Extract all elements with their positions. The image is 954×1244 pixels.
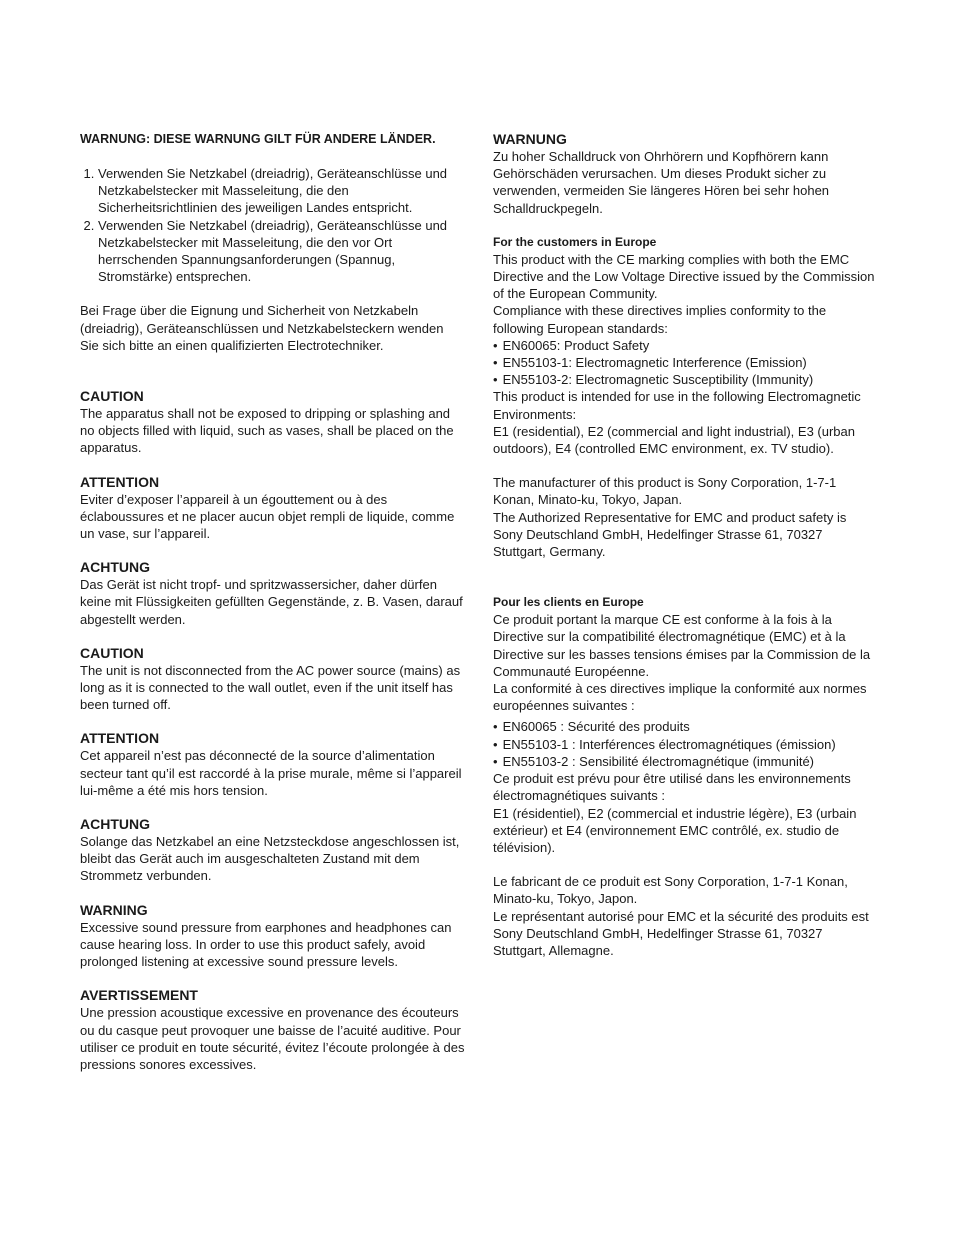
section-heading: WARNING (80, 901, 148, 918)
warnung-sound-section (493, 131, 878, 217)
europe-fr-intended: Ce produit est prévu pour être utilisé dans les environnements électromagnétiques suivants : (493, 771, 851, 804)
list-item: • EN55103-1 : Interférences électromagnétiques (émission) (493, 736, 878, 753)
section-heading: ATTENTION (80, 473, 160, 490)
europe-en-heading: For the customers in Europe (493, 234, 657, 249)
europe-fr-standards (493, 718, 878, 770)
section-heading: WARNUNG (493, 131, 567, 147)
europe-en-intro: This product with the CE marking complies with both the EMC Directive and the Low Voltage Directive issued by the Commission of the European Community. (493, 251, 875, 302)
section-heading: AVERTISSEMENT (80, 987, 198, 1004)
warnung-other-countries-section (80, 131, 465, 354)
avertissement-sound-section (80, 987, 465, 1073)
caution-power-section (80, 645, 465, 714)
europe-fr-intro: Ce produit portant la marque CE est conforme à la fois à la Directive sur la compatibilité électromagnétique (EMC) et à la Directive sur les basses tensions émises par la Commission de la Communauté Européenne. (493, 612, 871, 679)
warnung-other-countries-list (80, 165, 465, 285)
europe-fr-environments: E1 (résidentiel), E2 (commercial et industrie légère), E3 (urbain extérieur) et E4 (environnement EMC contrôlé, ex. studio de télévision). (493, 805, 857, 855)
warning-sound-section (80, 902, 465, 971)
section-body: Cet appareil n’est pas déconnecté de la source d’alimentation secteur tant qu’il est raccordé à la prise murale, même si l’appareil lui-même a été mis hors tension. (80, 748, 462, 798)
achtung-power-section (80, 816, 465, 885)
europe-fr-section (493, 594, 878, 959)
list-item: 2. Verwenden Sie Netzkabel (dreiadrig), Geräteanschlüsse und Netzkabelstecker mit Masseleitung, die den vor Ort herrschenden Spannungsanforderungen (Spannug, Stromstärke) entsprechen. (98, 217, 465, 286)
europe-fr-compliance: La conformité à ces directives implique la conformité aux normes européennes suivantes : (493, 681, 867, 714)
list-item: • EN55103-2 : Sensibilité électromagnétique (immunité) (493, 753, 878, 770)
section-heading: CAUTION (80, 644, 144, 661)
section-body: The apparatus shall not be exposed to dripping or splashing and no objects filled with liquid, such as vases, shall be placed on the apparatus. (80, 406, 454, 456)
right-column (493, 131, 878, 959)
caution-liquid-section (80, 388, 465, 457)
europe-fr-representative: Le représentant autorisé pour EMC et la sécurité des produits est Sony Deutschland GmbH, Hedelfinger Strasse 61, 70327 Stuttgart, Allemagne. (493, 908, 869, 958)
europe-fr-heading: Pour les clients en Europe (493, 595, 644, 610)
section-heading: CAUTION (80, 388, 144, 405)
europe-en-environments: E1 (residential), E2 (commercial and light industrial), E3 (urban outdoors), E4 (controlled EMC environment, ex. TV studio). (493, 423, 855, 457)
section-body: The unit is not disconnected from the AC power source (mains) as long as it is connected to the wall outlet, even if the unit itself has been turned off. (80, 662, 461, 713)
list-item: • EN60065 : Sécurité des produits (493, 718, 878, 735)
europe-en-compliance: Compliance with these directives implies conformity to the following European standards: (493, 303, 827, 336)
section-body: Excessive sound pressure from earphones and headphones can cause hearing loss. In order to use this product safely, avoid prolonged listening at excessive sound pressure levels. (80, 919, 452, 970)
list-item: • EN55103-2: Electromagnetic Susceptibility (Immunity) (493, 371, 878, 388)
achtung-liquid-section (80, 559, 465, 628)
section-body: Das Gerät ist nicht tropf- und spritzwassersicher, daher dürfen keine mit Flüssigkeiten gefüllten Gegenstände, z. B. Vasen, darauf abgestellt werden. (80, 577, 463, 627)
europe-en-manufacturer: The manufacturer of this product is Sony Corporation, 1-7-1 Konan, Minato-ku, Tokyo, Japan. (493, 475, 837, 508)
section-heading: ATTENTION (80, 730, 160, 747)
europe-en-standards (493, 337, 878, 389)
section-heading: ACHTUNG (80, 816, 150, 833)
attention-liquid-section (80, 474, 465, 543)
europe-en-intended: This product is intended for use in the following Electromagnetic Environments: (493, 389, 861, 422)
warnung-other-countries-heading: WARNUNG: DIESE WARNUNG GILT FÜR ANDERE LÄNDER. (80, 132, 436, 146)
europe-en-section (493, 234, 878, 560)
list-item: • EN55103-1: Electromagnetic Interference (Emission) (493, 354, 878, 371)
section-body: Solange das Netzkabel an eine Netzsteckdose angeschlossen ist, bleibt das Gerät auch im ausgeschalteten Zustand mit dem Strommetz verbunden. (80, 834, 460, 884)
warnung-other-countries-note: Bei Frage über die Eignung und Sicherheit von Netzkabeln (dreiadrig), Geräteanschlüssen und Netzkabelsteckern wenden Sie sich bitte an einen qualifizierten Electrotechniker. (80, 303, 444, 353)
europe-fr-manufacturer: Le fabricant de ce produit est Sony Corporation, 1-7-1 Konan, Minato-ku, Tokyo, Japon. (493, 874, 848, 907)
section-body: Zu hoher Schalldruck von Ohrhörern und Kopfhörern kann Gehörschäden verursachen. Um dieses Produkt sicher zu verwenden, vermeiden Sie längeres Hören bei sehr hohen Schalldruckpegeln. (493, 149, 830, 216)
list-item: • EN60065: Product Safety (493, 337, 878, 354)
attention-power-section (80, 730, 465, 799)
europe-en-representative: The Authorized Representative for EMC and product safety is Sony Deutschland GmbH, Hedelfinger Strasse 61, 70327 Stuttgart, Germany. (493, 509, 847, 560)
section-body: Eviter d’exposer l’appareil à un égouttement ou à des éclaboussures et ne placer aucun objet rempli de liquide, comme un vase, sur l’appareil. (80, 491, 455, 542)
list-item: 1. Verwenden Sie Netzkabel (dreiadrig), Geräteanschlüsse und Netzkabelstecker mit Masseleitung, die den Sicherheitsrichtlinien des jeweiligen Landes entspricht. (98, 165, 465, 217)
section-body: Une pression acoustique excessive en provenance des écouteurs ou du casque peut provoquer une baisse de l’acuité auditive. Pour utiliser ce produit en toute sécurité, évitez l’écoute prolongée à des pressions sonores excessives. (80, 1005, 465, 1072)
section-heading: ACHTUNG (80, 559, 150, 576)
left-column (80, 131, 465, 1090)
